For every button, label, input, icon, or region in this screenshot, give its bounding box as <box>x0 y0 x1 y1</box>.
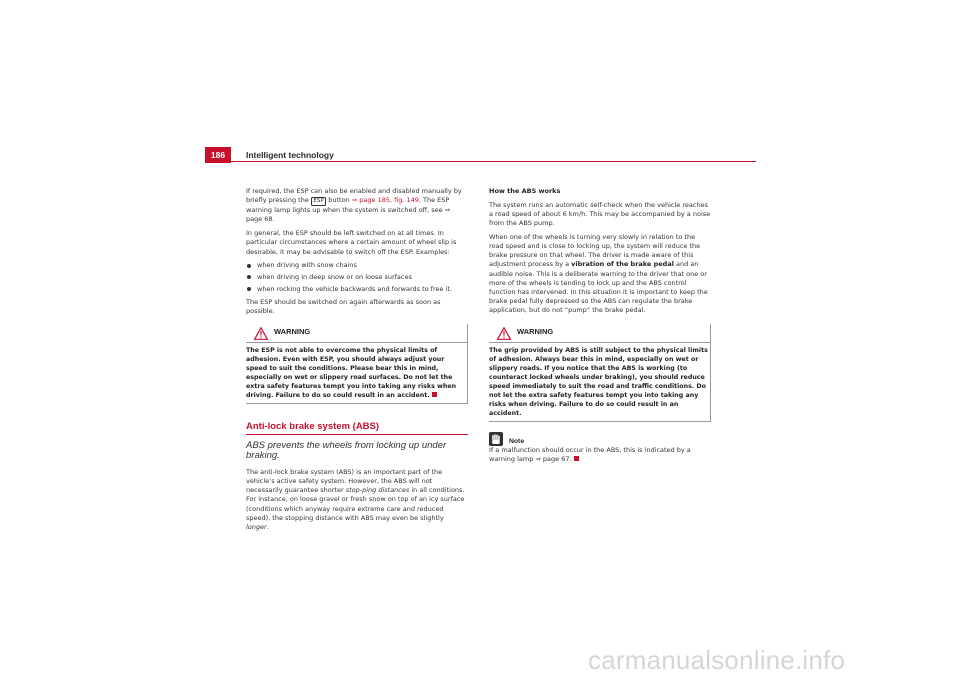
warning-box-abs <box>489 324 711 422</box>
section-end-mark <box>574 456 579 461</box>
section-end-mark <box>432 392 437 397</box>
paragraph-abs-intro: The anti-lock brake system (ABS) is an important part of the vehicle’s active safety system. However, the ABS will not necessarily guarantee shorter stop-ping distances in all conditions. For instance, on loose gravel or fresh snow on top of an icy surface (conditions which anyway require extreme care and reduced speed), the stopping distance with ABS may even be slightly longer. <box>246 467 465 532</box>
note-hand-icon <box>489 432 503 446</box>
note-text: If a malfunction should occur in the ABS, this is indicated by a warning lamp ⇒ page 67. <box>489 445 691 463</box>
list-item: when driving in deep snow or on loose surfaces <box>246 273 468 282</box>
page-number-tab: 186 <box>205 147 231 163</box>
esp-button-key: ESP <box>311 197 326 206</box>
warning-triangle-icon <box>254 327 268 340</box>
header-rule <box>205 161 756 162</box>
paragraph-abs-operation: When one of the wheels is turning very slowly in relation to the road speed and is close to locking up, the system will reduce the brake pressure on that wheel. The driver is made aware of this adjustment process by a vibration of the brake pedal and an audible noise. This is a deliberate warning to the driver that one or more of the wheels is tending to lock up and the ABS control function has intervened. In this situation it is important to keep the brake pedal fully depressed so the ABS can regulate the brake application, but do not “pump” the brake pedal. <box>489 232 708 315</box>
warning-header <box>489 324 710 343</box>
warning-box-esp <box>246 324 468 404</box>
list-item: when driving with snow chains <box>246 261 468 270</box>
right-column <box>489 187 711 469</box>
paragraph-esp-manual: If required, the ESP can also be enabled and disabled manually by briefly pressing the ESP button ⇒ page 185, fig. 149. The ESP warning lamp lights up when the system is switched off, see ⇒ page 68. <box>246 187 462 224</box>
warning-title: WARNING <box>517 326 554 336</box>
warning-title: WARNING <box>274 327 311 337</box>
warning-triangle-icon <box>497 327 511 340</box>
page-link[interactable]: ⇒ page 185, fig. 149 <box>351 196 419 205</box>
section-title-abs: Anti-lock brake system (ABS) <box>246 422 468 435</box>
paragraph-esp-reenable: The ESP should be switched on again afterwards as soon as possible. <box>246 297 441 316</box>
warning-header <box>246 324 467 343</box>
subheading-how-abs-works: How the ABS works <box>489 187 561 195</box>
watermark: carmanualsonline.info <box>588 645 846 675</box>
warning-text: The grip provided by ABS is still subject to the physical limits of adhesion. Always bear this in mind, especially on wet or slippery roads. If you notice that the ABS is working (to counteract locked wheels under braking), you should reduce speed immediately to suit the road and traffic conditions. Do not let the extra safety features tempt you into taking any risks when driving. Failure to do so could result in an accident. <box>489 346 708 417</box>
section-subtitle-abs: ABS prevents the wheels from locking up under braking. <box>246 440 447 461</box>
list-item: when rocking the vehicle backwards and forwards to free it. <box>246 285 468 294</box>
chapter-title: Intelligent technology <box>246 150 334 160</box>
note-title: Note <box>509 437 525 445</box>
note-header <box>489 432 711 446</box>
left-column <box>246 187 468 537</box>
examples-list <box>246 261 468 294</box>
paragraph-esp-general: In general, the ESP should be left switched on at all times. In particular circumstances where a certain amount of wheel slip is desirable, it may be advisable to switch off the ESP. Examples: <box>246 229 457 256</box>
paragraph-abs-selfcheck: The system runs an automatic self-check when the vehicle reaches a road speed of about 6 km/h. This may be accompanied by a noise from the ABS pump. <box>489 200 711 228</box>
warning-text: The ESP is not able to overcome the physical limits of adhesion. Even with ESP, you should always adjust your speed to suit the conditions. Please bear this in mind, especially on wet or slippery road surfaces. Do not let the extra safety features tempt you into taking any risks when driving. Failure to do so could result in an accident. <box>246 347 457 400</box>
